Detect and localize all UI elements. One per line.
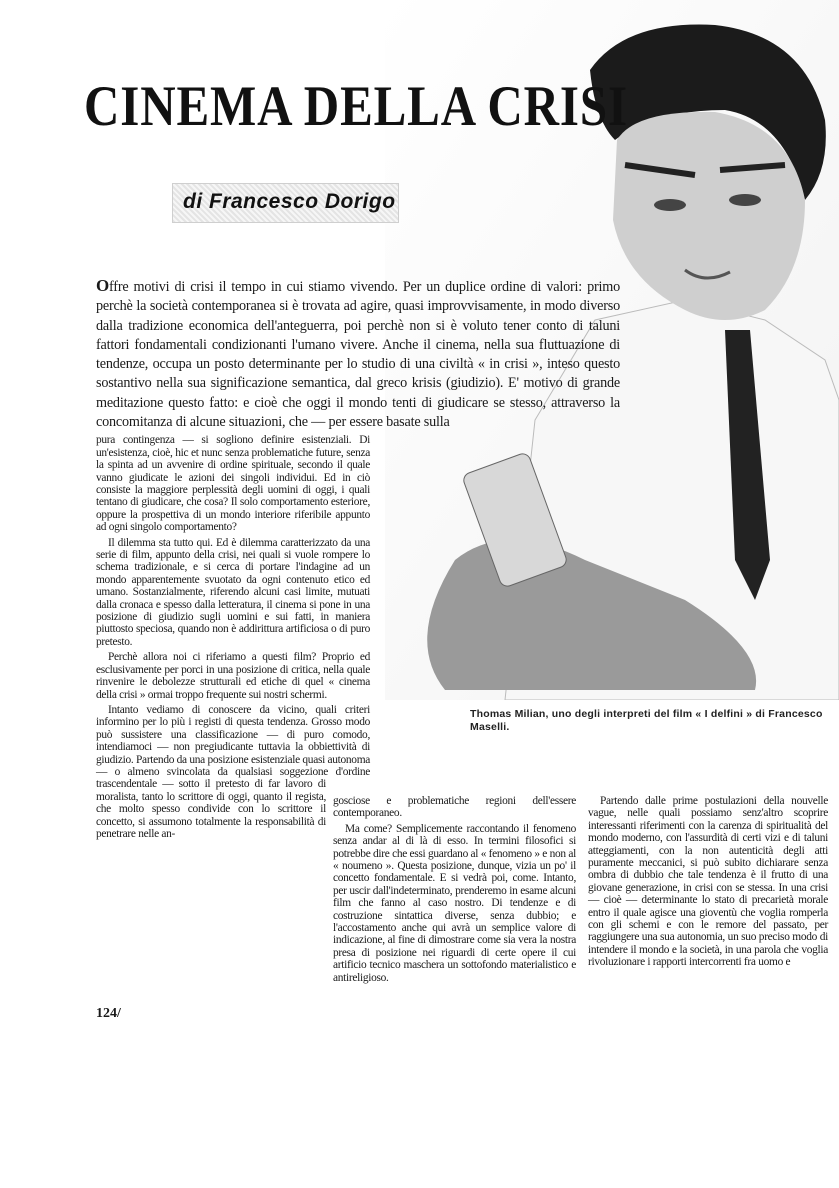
- photo-caption: Thomas Milian, uno degli interpreti del film « I delfini » di Francesco Maselli.: [470, 708, 823, 733]
- column-3: [588, 795, 828, 972]
- drop-cap: O: [96, 276, 110, 295]
- intro-paragraph: [96, 276, 620, 432]
- author-byline-box: [172, 183, 399, 223]
- paragraph: Partendo dalle prime postulazioni della nouvelle vague, nelle quali possiamo senz'altro scoprire interessanti riferimenti con la carenza di spiritualità del mondo moderno, con l'assurdità di certi vizi e di taluni atteggiamenti, con la non autenticità degli atti puramente meccanici, si può subito dichiarare senza ombra di dubbio che tale tendenza è il frutto di una giovane generazione, in crisi con se stessa. In una crisi — cioè — determinante lo stato di precarietà morale entro il quale agisce una gioventù che voglia romperla con gli schemi e con le remore del passato, per raggiungere una sua autonomia, un suo preciso modo di intendere il mondo e la società, in una parola che voglia rivoluzionare i rapporti intercorrenti fra uomo e: [588, 795, 828, 969]
- paragraph: Il dilemma sta tutto qui. Ed è dilemma caratterizzato da una serie di film, appunto della crisi, nei quali si vuole rompere lo schema tradizionale, e si cerca di portare l'indagine ad un mondo apparentemente svuotato da ogni contenuto etico ed umano. Sostanzialmente, riferendo alcuni casi limite, mutuati dalla cronaca e spesso dalla letteratura, il cinema si pone in una posizione di giudizio sugli uomini e sui fatti, in maniera piuttosto speciosa, quando non è addirittura artificiosa o di puro pretesto.: [96, 536, 370, 648]
- paragraph: Ma come? Semplicemente raccontando il fenomeno senza andar al di là di esso. In termini filosofici si potrebbe dire che essi guardano al « fenomeno » e non al « noumeno ». Questa posizione, dunque, vizia un po' il concetto fondamentale. E si vedrà poi, come. Intanto, per uscir dall'indeterminato, prenderemo in esame alcuni film che fanno al caso nostro. Di tendenze e di costruzione sintattica diverse, senza dubbio; e l'accostamento anche qui avrà un semplice valore di indicazione, al fine di dimostrare come sia vera la nostra presa di posizione nei riguardi di certe opere il cui artificio tecnico maschera un sottofondo materialistico e antireligioso.: [333, 822, 576, 984]
- paragraph: Intanto vediamo di conoscere da vicino, quali criteri informino per lo più i registi di questa tendenza. Grosso modo può sussistere una classificazione — di puro comodo, intendiamoci — non pregiudicante tuttavia la obbiettività di giudizio. Partendo da una posizione esistenziale quasi autonoma — o almeno svincolata da qualsiasi soggezione d'ordine trascendentale — sotto il pretesto di far lavoro di moralista, tanto lo scrittore di oggi, quanto il regista, che molto spesso condivide con lo scrittore il concetto, si assumono totalmente la responsabilità di penetrare nelle an-: [96, 703, 371, 840]
- intro-text: ffre motivi di crisi il tempo in cui stiamo vivendo. Per un duplice ordine di valori: primo perchè la società contemporanea si è trovata ad agire, quasi improvvisamente, in modo diverso dalla tradizione economica dell'anteguerra, poi perchè non si è voluto tener conto di taluni fattori fondamentali condizionanti l'umano vivere. Anche il cinema, nella sua fluttuazione di tendenze, occupa un posto determinante per lo studio di una civiltà « in crisi », inteso questo sostantivo nella sua significazione semantica, dal greco krisis (giudizio). E' motivo di grande meditazione questo fatto: e cioè che oggi il mondo tenti di giudicare se stesso, attraverso la concomitanza di alcune situazioni, che — per essere basate sulla: [96, 279, 620, 431]
- paragraph: gosciose e problematiche regioni dell'essere contemporaneo.: [333, 795, 576, 820]
- paragraph: Perchè allora noi ci riferiamo a questi film? Proprio ed esclusivamente per porci in una posizione di critica, nella quale rinvenire le debolezze strutturali ed etiche di quel « cinema della crisi » ormai troppo frequente sui nostri schermi.: [96, 651, 370, 701]
- page-number: 124/: [96, 1006, 121, 1021]
- author-byline: di Francesco Dorigo: [183, 190, 396, 213]
- paragraph: pura contingenza — si sogliono definire esistenziali. Di un'esistenza, cioè, hic et nunc senza problematiche future, senza la spinta ad un avvenire di ordine spirituale, secondo il quale vanno giudicate le azioni dei singoli individui. Ed in ciò consiste la maggiore perplessità degli uomini di oggi, i quali tentano di giudicare, che cosa? Il solo comportamento esteriore, oppure la prospettiva di un mondo interiore riferibile appunto ad ogni singolo comportamento?: [96, 434, 370, 534]
- column-1: [96, 434, 370, 840]
- column-2: [333, 795, 576, 987]
- article-title: CINEMA DELLA CRISI: [84, 75, 628, 138]
